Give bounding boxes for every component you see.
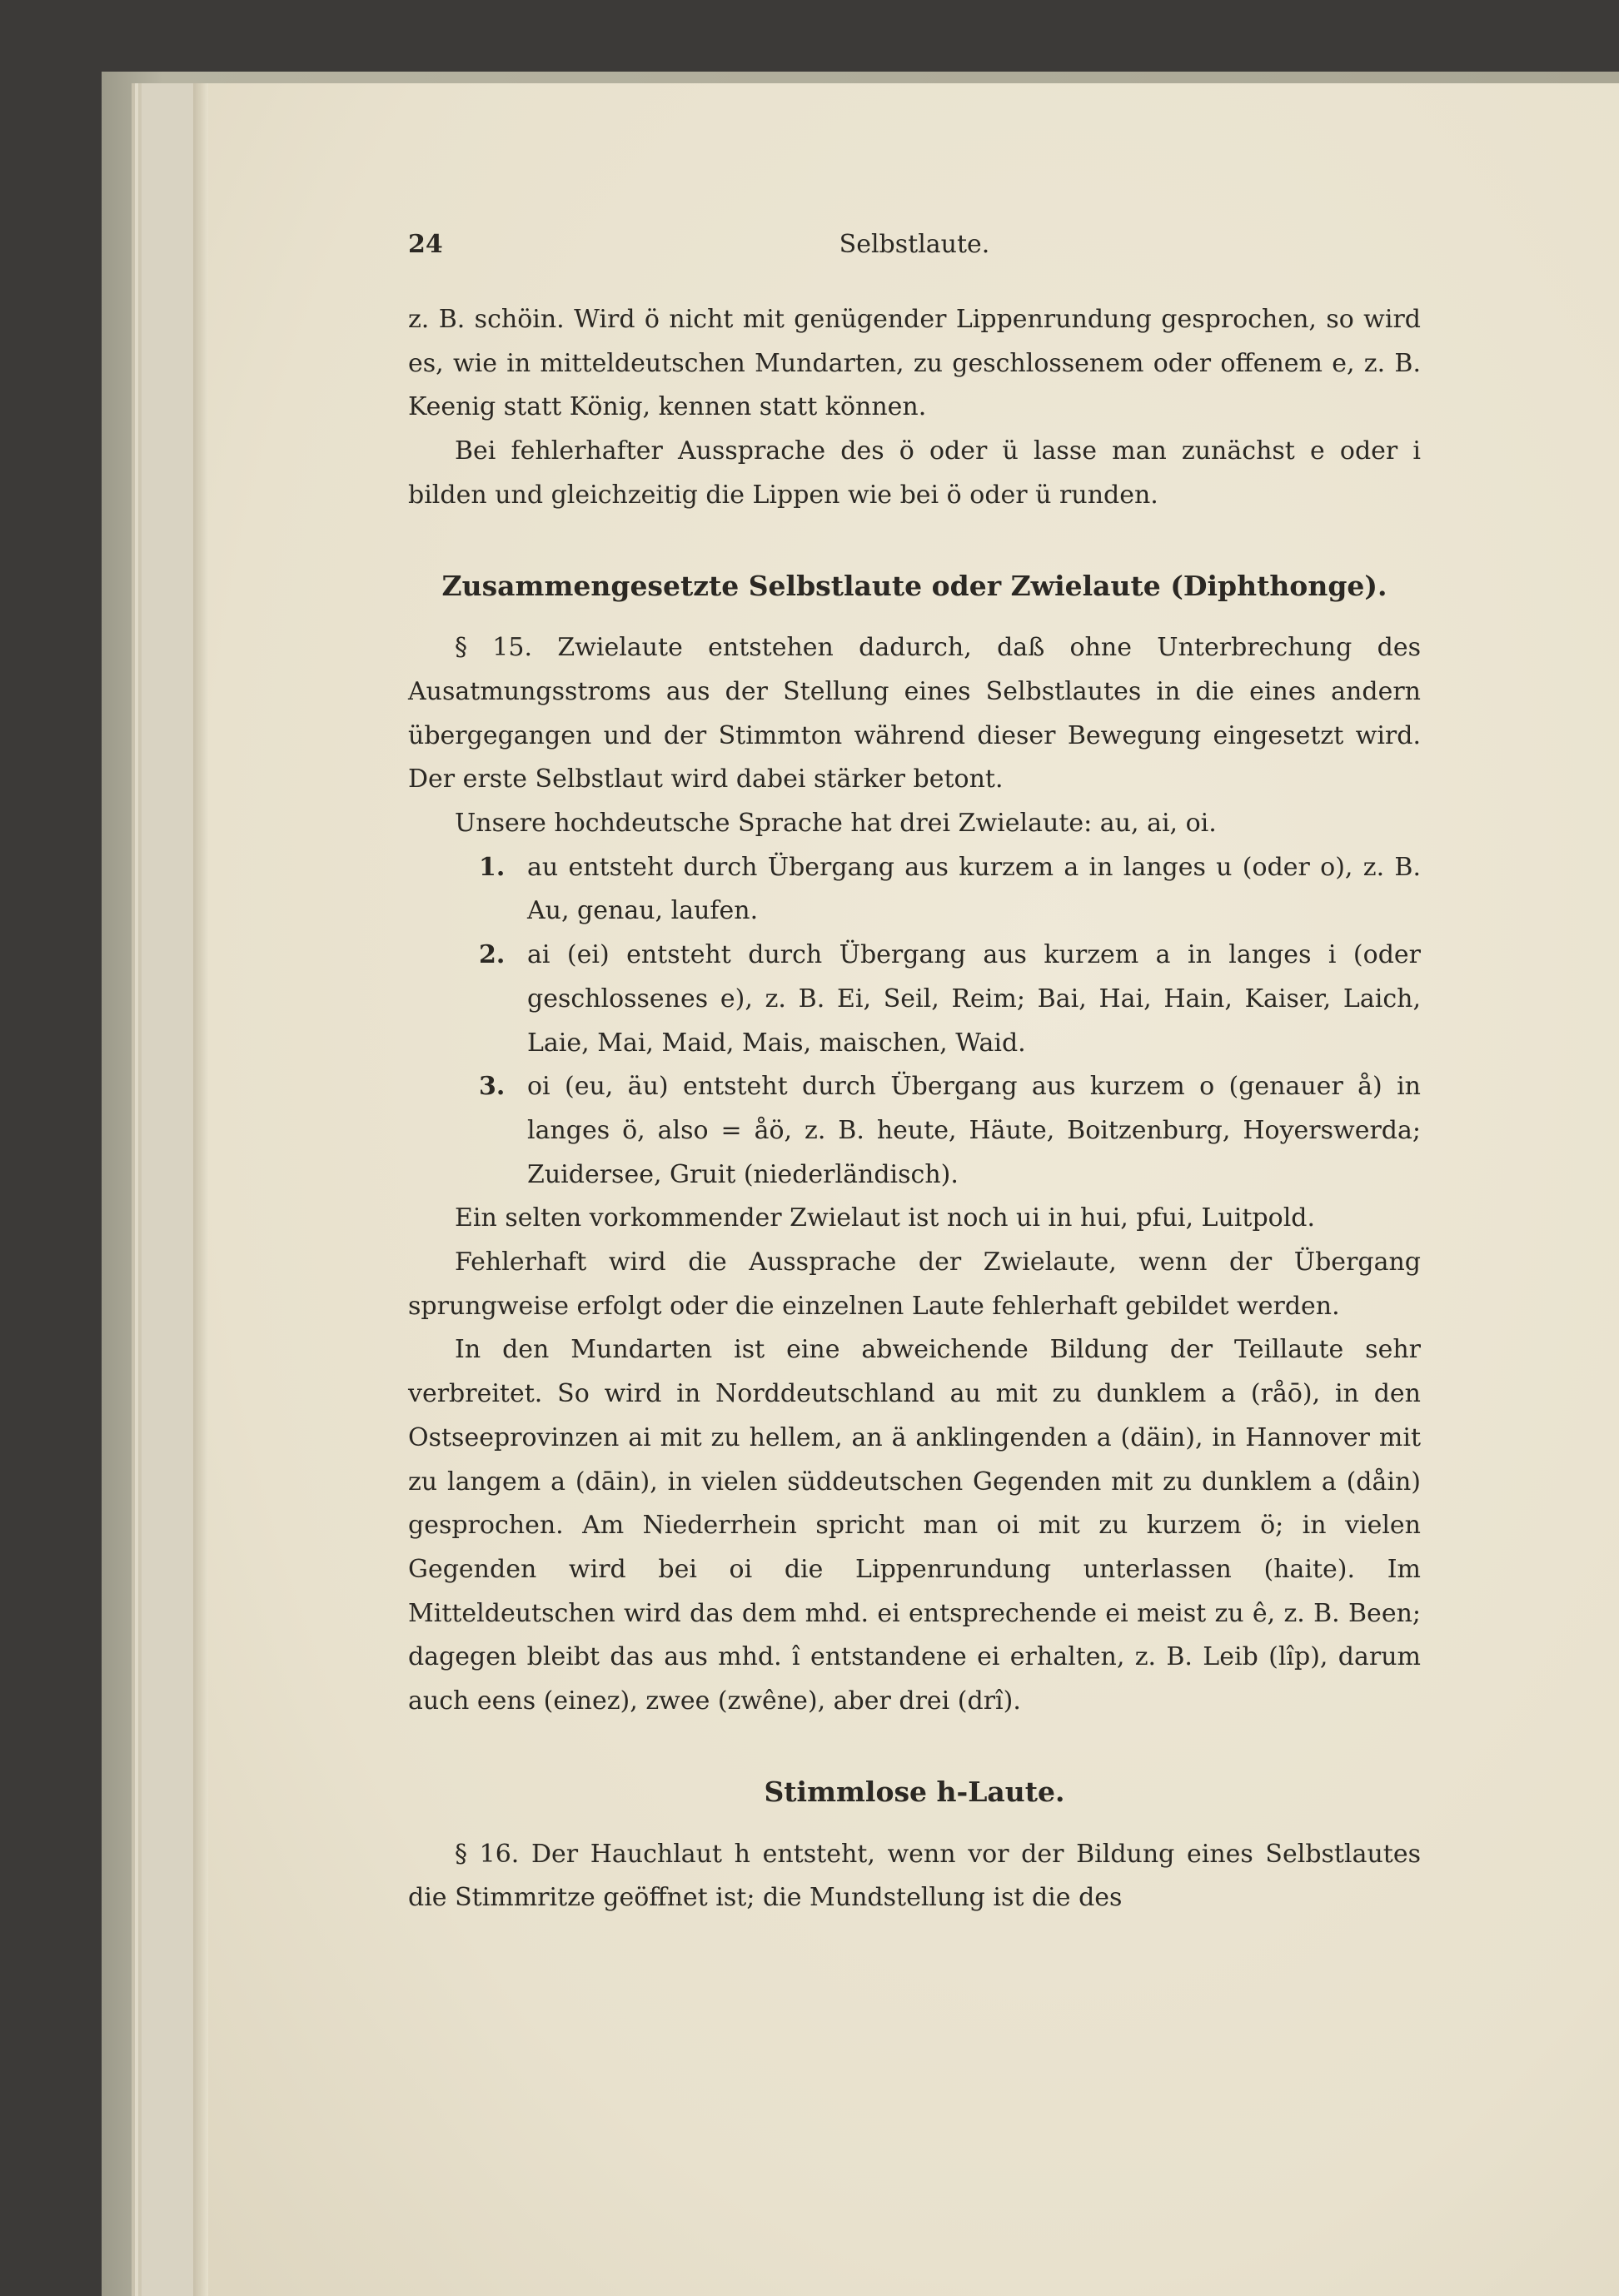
page-number: 24 [408, 230, 443, 259]
section-heading: Zusammengesetzte Selbstlaute oder Zwielaute (Diphthonge). [441, 569, 1387, 602]
paragraph: Bei fehlerhafter Aussprache des ö oder ü lasse man zunächst e oder i bilden und gleichzeitig die Lippen wie bei ö oder ü runden. [408, 436, 1421, 510]
paragraph: z. B. schöin. Wird ö nicht mit genügender Lippenrundung gesprochen, so wird es, wie in mitteldeutschen Mundarten, zu geschlossenem oder offenem e, z. B. Keenig statt König, kennen statt können. [408, 305, 1421, 422]
paragraph-section-16: § 16. Der Hauchlaut h entsteht, wenn vor der Bildung eines Selbstlautes die Stimmritze geöffnet ist; die Mundstellung ist die des [408, 1839, 1421, 1913]
section-heading: Stimmlose h-Laute. [764, 1775, 1065, 1808]
page-body [408, 298, 1421, 1920]
paragraph: Unsere hochdeutsche Sprache hat drei Zwielaute: au, ai, oi. [455, 809, 1217, 839]
running-head: Selbstlaute. [839, 230, 990, 259]
paragraph-section-15: § 15. Zwielaute entstehen dadurch, daß ohne Unterbrechung des Ausatmungsstroms aus der Stellung eines Selbstlautes in die eines andern übergegangen und der Stimmton während dieser Bewegung eingesetzt wird. Der erste Selbstlaut wird dabei stärker betont. [408, 633, 1421, 794]
page-header [408, 230, 1421, 271]
paragraph: Fehlerhaft wird die Aussprache der Zwielaute, wenn der Übergang sprungweise erfolgt oder die einzelnen Laute fehlerhaft gebildet werden. [408, 1248, 1421, 1321]
paragraph: Ein selten vorkommender Zwielaut ist noch ui in hui, pfui, Luitpold. [455, 1203, 1316, 1233]
list-text: oi (eu, äu) entsteht durch Übergang aus kurzem o (genauer å) in langes ö, also = åö, z. B. heute, Häute, Boitzenburg, Hoyerswerda; Zuidersee, Gruit (niederländisch). [527, 1072, 1421, 1189]
list-item [408, 846, 1421, 934]
paragraph: In den Mundarten ist eine abweichende Bildung der Teillaute sehr verbreitet. So wird in Norddeutschland au mit zu dunklem a (råō), in den Ostseeprovinzen ai mit zu hellem, an ä anklingenden a (däin), in Hannover mit zu langem a (dāin), in vielen süddeutschen Gegenden mit zu dunklem a (dåin) gesprochen. Am Niederrhein spricht man oi mit zu kurzem ö; in vielen Gegenden wird bei oi die Lippenrundung unterlassen (haite). Im Mitteldeutschen wird das dem mhd. ei entsprechende ei meist zu ê, z. B. Been; dagegen bleibt das aus mhd. î entstandene ei erhalten, z. B. Leib (lîp), darum auch eens (einez), zwee (zwêne), aber drei (drî). [408, 1335, 1421, 1716]
list-text: au entsteht durch Übergang aus kurzem a in langes u (oder o), z. B. Au, genau, laufen. [527, 852, 1421, 926]
list-item [408, 934, 1421, 1065]
page-gutter [193, 83, 208, 2296]
list-number: 2. [479, 940, 506, 970]
list-number: 1. [479, 852, 506, 882]
list-text: ai (ei) entsteht durch Übergang aus kurzem a in langes i (oder geschlossenes e), z. B. Ei, Seil, Reim; Bai, Hai, Hain, Kaiser, Laich, Laie, Mai, Maid, Mais, maischen, Waid. [527, 940, 1421, 1058]
list-item [408, 1065, 1421, 1197]
list-number: 3. [479, 1072, 506, 1102]
